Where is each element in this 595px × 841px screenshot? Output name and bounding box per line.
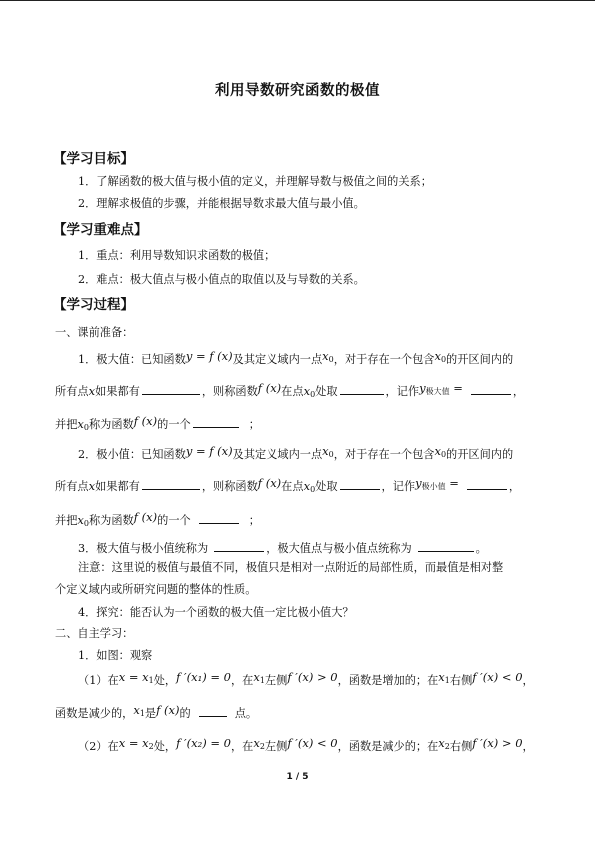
prep-heading: 一、课前准备： [55, 326, 134, 339]
min-def-line-1: 2．极小值：已知函数y = f (x)及其定义域内一点$x_0$，对于存在一个包含$x_0$的开区间内的 [78, 444, 514, 461]
note-line-1: 注意：这里说的极值与最值不同，极值只是相对一点附近的局部性质，而最值是相对整 [78, 561, 504, 574]
observe-line-1: （1）在$x = x_1$处，f ′(x₁) = 0，在$x_1$左侧f ′(x) > 0，函数是增加的；在$x_1$右侧f ′(x) < 0， [78, 670, 534, 687]
top-rule [0, 0, 595, 1]
max-def-line-3: 并把$x_0$称为函数f (x)的一个 ； [55, 414, 260, 432]
blank-notation[interactable] [471, 383, 511, 395]
blank-point-min[interactable] [199, 512, 239, 524]
key-point-2: 2．难点：极大值点与极小值点的取值以及与导数的关系。 [78, 273, 365, 286]
observe-line-3: （2）在$x = x_2$处，f ′(x₂) = 0，在$x_2$左侧f ′(x) < 0，函数是减少的；在$x_2$右侧f ′(x) > 0， [78, 736, 534, 753]
key-point-1: 1．重点：利用导数知识求函数的极值； [78, 249, 276, 262]
min-def-line-2: 所有点x如果都有 ，则称函数f (x)在点$x_0$处取 ，记作$y_{极小值}$ = ， [55, 476, 521, 494]
page-title: 利用导数研究函数的极值 [215, 83, 380, 99]
blank-value-min[interactable] [340, 478, 380, 490]
blank-extremum-point[interactable] [418, 540, 474, 552]
goal-item-2: 2．理解求极值的步骤，并能根据导数求最大值与最小值。 [78, 197, 365, 210]
blank-point[interactable] [193, 416, 239, 428]
min-def-line-3: 并把$x_0$称为函数f (x)的一个 ； [55, 510, 260, 528]
self-study-item-1: 1．如图：观察 [78, 649, 153, 662]
section-heading-goals: 【学习目标】 [53, 151, 134, 167]
prep-item-3: 3．极大值与极小值统称为 ，极大值点与极小值点统称为 。 [78, 542, 487, 555]
max-def-line-1: 1．极大值：已知函数y = f (x)及其定义域内一点$x_0$，对于存在一个包含$x_0$的开区间内的 [78, 349, 514, 366]
section-heading-key-points: 【学习重难点】 [53, 222, 148, 238]
note-line-2: 个定义域内或所研究问题的整体的性质。 [55, 583, 257, 596]
observe-line-2: 函数是减少的，$x_1$是f (x)的 点。 [55, 703, 258, 720]
blank-value[interactable] [340, 383, 384, 395]
goal-item-1: 1．了解函数的极大值与极小值的定义，并理解导数与极值之间的关系； [78, 175, 432, 188]
blank-point-type[interactable] [199, 705, 227, 717]
prep-item-4: 4．探究：能否认为一个函数的极大值一定比极小值大？ [78, 606, 354, 619]
blank-condition-min[interactable] [142, 478, 200, 490]
blank-extremum[interactable] [214, 540, 264, 552]
section-heading-process: 【学习过程】 [53, 297, 134, 313]
page-number: 1 / 5 [286, 772, 309, 782]
max-def-line-2: 所有点x如果都有 ，则称函数f (x)在点$x_0$处取 ，记作$y_{极大值}$ = ， [55, 381, 525, 399]
self-study-heading: 二、自主学习： [55, 627, 134, 640]
blank-condition[interactable] [142, 383, 200, 395]
blank-notation-min[interactable] [467, 478, 507, 490]
